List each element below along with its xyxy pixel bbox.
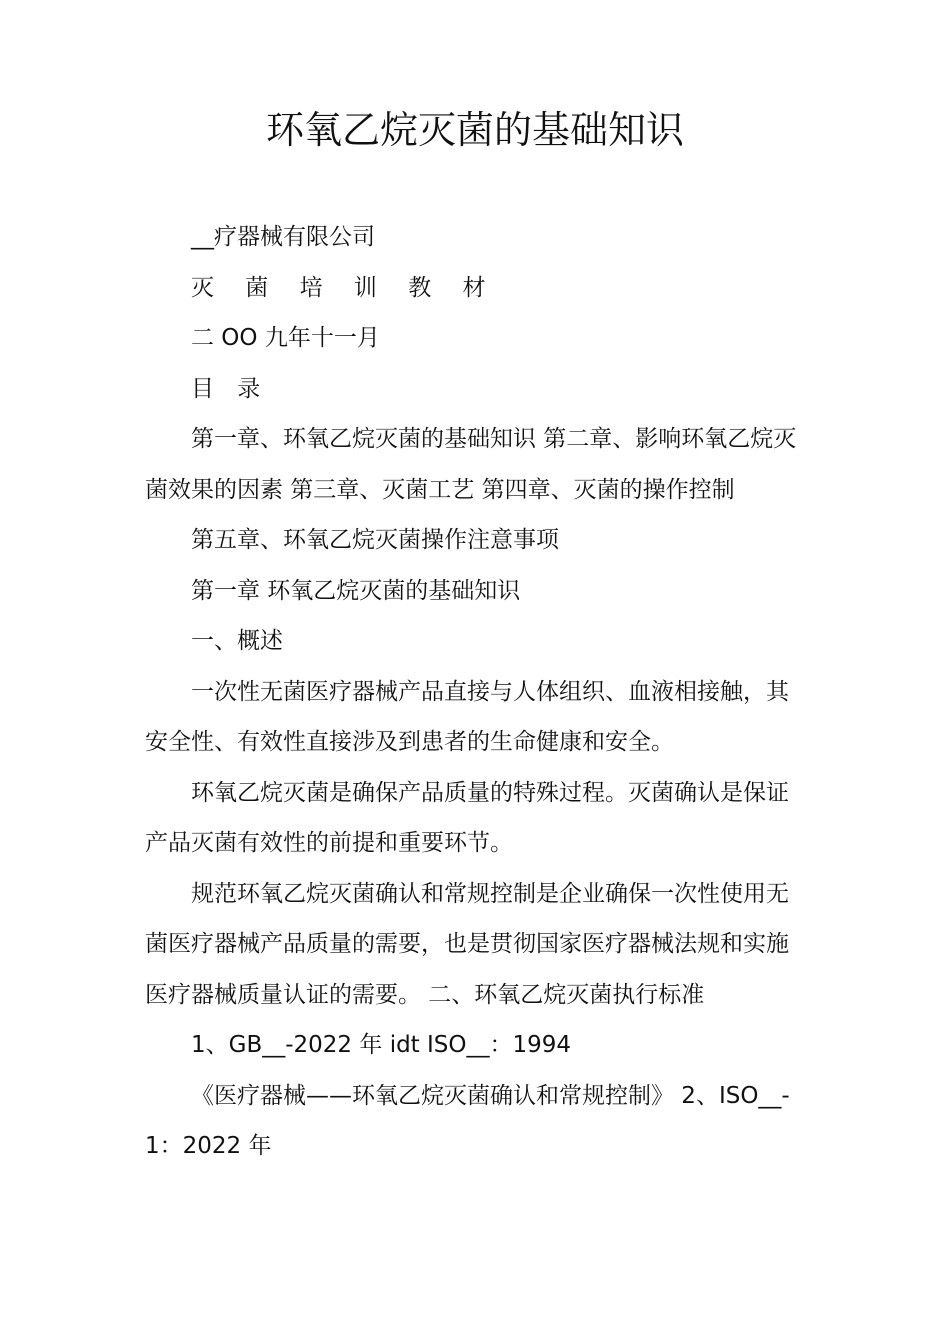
document-title: 环氧乙烷灭菌的基础知识 xyxy=(265,108,684,152)
date-line: 二 OO 九年十一月 xyxy=(191,325,380,351)
chapter-1-heading: 第一章 环氧乙烷灭菌的基础知识 xyxy=(191,577,521,604)
standard-item-1: 1、GB__-2022 年 idt ISO__：1994 xyxy=(191,1032,572,1058)
document-body xyxy=(145,212,810,1172)
toc-heading: 目 录 xyxy=(191,375,269,402)
standard-item-1-title: 《医疗器械——环氧乙烷灭菌确认和常规控制》 2、ISO__-1：2022 年 xyxy=(145,1082,790,1159)
paragraph-overview-1: 一次性无菌医疗器械产品直接与人体组织、血液相接触，其安全性、有效性直接涉及到患者的生命健康和安全。 xyxy=(145,678,789,755)
paragraph-overview-2: 环氧乙烷灭菌是确保产品质量的特殊过程。灭菌确认是保证产品灭菌有效性的前提和重要环节。 xyxy=(145,779,789,856)
paragraph-overview-3: 规范环氧乙烷灭菌确认和常规控制是企业确保一次性使用无菌医疗器械产品质量的需要，也是贯彻国家医疗器械法规和实施医疗器械质量认证的需要。 二、环氧乙烷灭菌执行标准 xyxy=(145,880,789,1008)
company-name: __疗器械有限公司 xyxy=(191,224,375,250)
toc-chapter-5: 第五章、环氧乙烷灭菌操作注意事项 xyxy=(191,527,559,553)
material-label: 灭 菌 培 训 教 材 xyxy=(191,274,498,301)
section-overview-heading: 一、概述 xyxy=(191,628,283,654)
toc-chapters-1-4: 第一章、环氧乙烷灭菌的基础知识 第二章、影响环氧乙烷灭菌效果的因素 第三章、灭菌工艺 第四章、灭菌的操作控制 xyxy=(145,426,797,503)
